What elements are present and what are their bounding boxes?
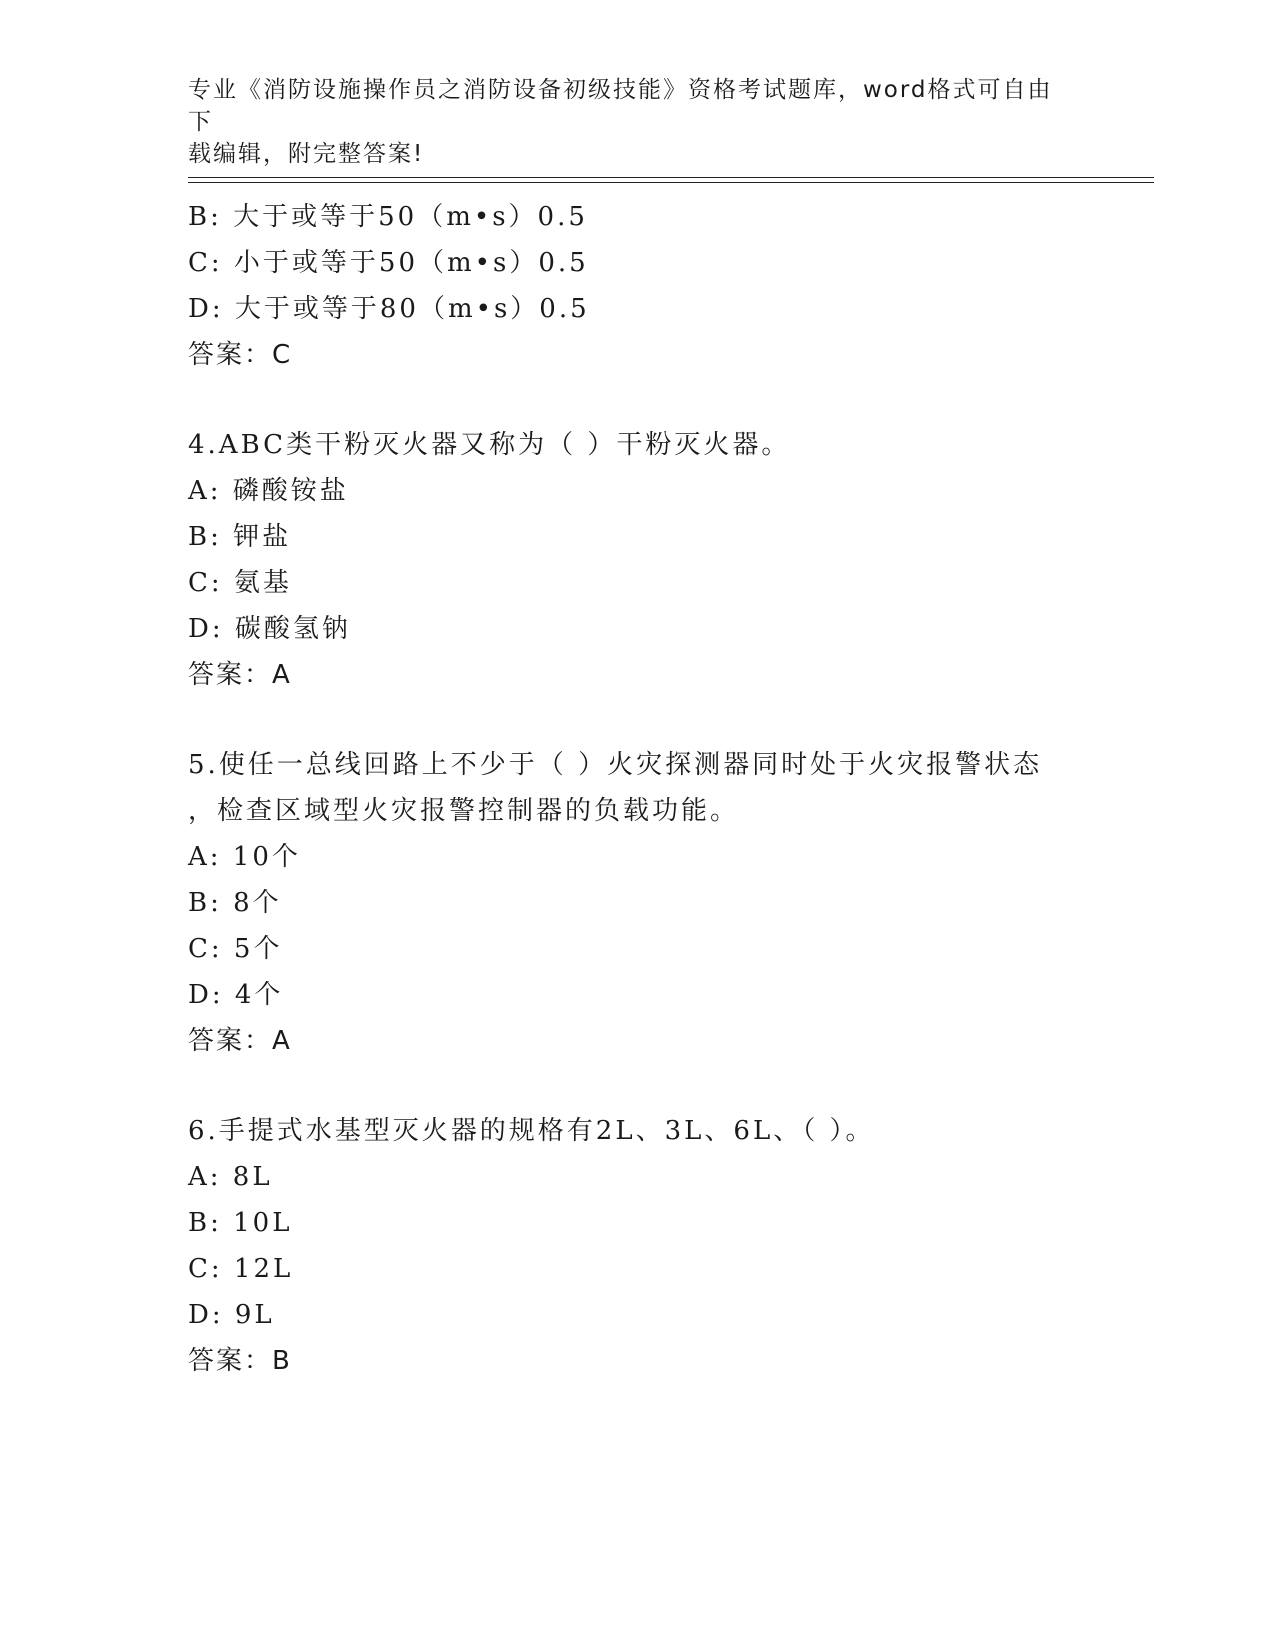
answer-line: 答案：C: [188, 340, 293, 370]
question-stem: [188, 742, 1088, 834]
header-line-1: 专业《消防设施操作员之消防设备初级技能》资格考试题库，word格式可自由下: [188, 77, 1053, 135]
question-stem: [188, 1108, 1088, 1154]
option-c: C: 5个: [188, 934, 283, 964]
spacer: [188, 1064, 1088, 1108]
option-d: D: 碳酸氢钠: [188, 614, 351, 644]
question-stem-line: 4.ABC类干粉灭火器又称为（ ）干粉灭火器。: [188, 430, 791, 460]
option-b: B: 钾盐: [188, 522, 292, 552]
question-list: [188, 194, 1088, 1384]
question-block-continued: [188, 194, 1088, 378]
option-c: C: 小于或等于50（m•s）0.5: [188, 248, 589, 278]
option-d: D: 4个: [188, 980, 284, 1010]
spacer: [188, 378, 1088, 422]
answer-line: 答案：A: [188, 660, 292, 690]
option-a: A: 磷酸铵盐: [188, 476, 349, 506]
answer-line: 答案：B: [188, 1346, 292, 1376]
question-stem: [188, 422, 1088, 468]
header-divider-top: [188, 177, 1154, 178]
question-block-4: [188, 422, 1088, 698]
option-b: B: 10L: [188, 1208, 293, 1238]
option-b: B: 大于或等于50（m•s）0.5: [188, 202, 588, 232]
option-d: D: 大于或等于80（m•s）0.5: [188, 294, 590, 324]
option-b: B: 8个: [188, 888, 282, 918]
option-d: D: 9L: [188, 1300, 275, 1330]
question-stem-line: ，检查区域型火灾报警控制器的负载功能。: [188, 796, 740, 826]
header-line-2: 载编辑，附完整答案!: [188, 141, 425, 167]
option-c: C: 12L: [188, 1254, 294, 1284]
option-c: C: 氨基: [188, 568, 292, 598]
document-header: [188, 74, 1068, 170]
option-a: A: 10个: [188, 842, 301, 872]
answer-line: 答案：A: [188, 1026, 292, 1056]
question-stem-line: 6.手提式水基型灭火器的规格有2L、3L、6L、（ ）。: [188, 1116, 875, 1146]
question-stem-line: 5.使任一总线回路上不少于（ ）火灾探测器同时处于火灾报警状态: [188, 750, 1043, 780]
header-divider-bottom: [188, 182, 1154, 183]
spacer: [188, 698, 1088, 742]
question-block-6: [188, 1108, 1088, 1384]
option-a: A: 8L: [188, 1162, 273, 1192]
question-block-5: [188, 742, 1088, 1064]
